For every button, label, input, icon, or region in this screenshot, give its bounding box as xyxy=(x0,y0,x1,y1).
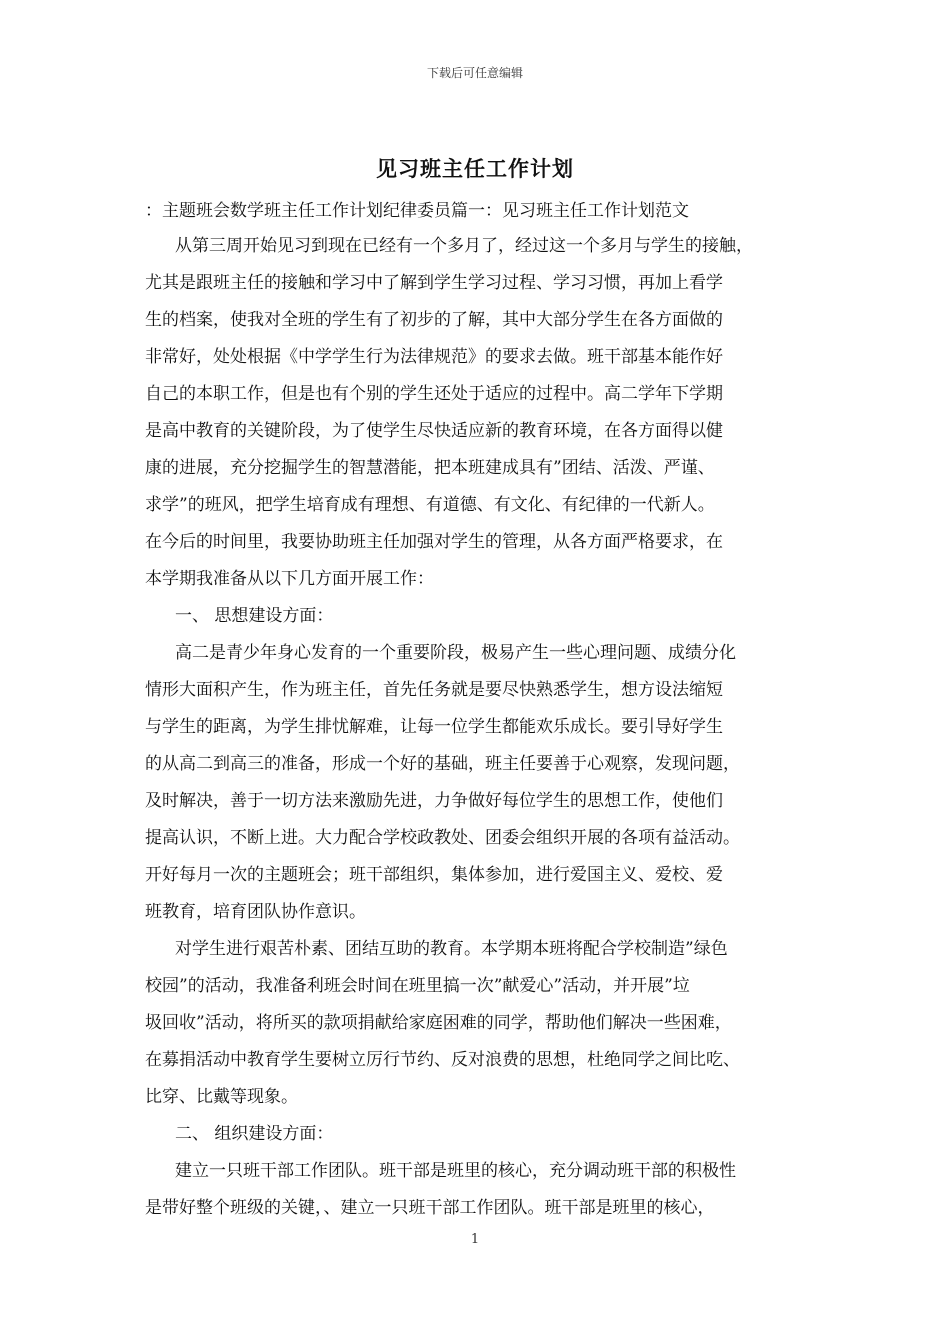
page-header-note: 下载后可任意编辑 xyxy=(426,66,523,80)
text-line: 康的进展，充分挖掘学生的智慧潜能，把本班建成具有”团结、活泼、严谨、 xyxy=(145,458,715,478)
text-line: 本学期我准备从以下几方面开展工作： xyxy=(145,569,434,589)
text-line: 自己的本职工作，但是也有个别的学生还处于适应的过程中。高二学年下学期 xyxy=(145,384,723,404)
text-line: 在募捐活动中教育学生要树立厉行节约、反对浪费的思想，杜绝同学之间比吃、 xyxy=(145,1050,740,1070)
text-line: 是高中教育的关键阶段，为了使学生尽快适应新的教育环境，在各方面得以健 xyxy=(145,421,723,441)
text-line: 及时解决，善于一切方法来激励先进，力争做好每位学生的思想工作，使他们 xyxy=(145,791,723,811)
text-line: 提高认识，不断上进。大力配合学校政教处、团委会组织开展的各项有益活动。 xyxy=(145,828,740,848)
text-line: 开好每月一次的主题班会；班干部组织，集体参加，进行爱国主义、爱校、爱 xyxy=(145,865,723,885)
text-line: 是带好整个班级的关键，、建立一只班干部工作团队。班干部是班里的核心， xyxy=(145,1198,715,1218)
text-line: 非常好，处处根据《中学学生行为法律规范》的要求去做。班干部基本能作好 xyxy=(145,347,723,367)
text-line: 求学”的班风，把学生培育成有理想、有道德、有文化、有纪律的一代新人。 xyxy=(145,495,715,515)
text-line: 班教育，培育团队协作意识。 xyxy=(145,902,366,922)
text-line: 圾回收”活动，将所买的款项捐献给家庭困难的同学，帮助他们解决一些困难， xyxy=(145,1013,732,1033)
text-line: ：主题班会数学班主任工作计划纪律委员篇一：见习班主任工作计划范文 xyxy=(145,201,689,221)
text-line: 比穿、比戴等现象。 xyxy=(145,1087,298,1107)
text-line: 从第三周开始见习到现在已经有一个多月了，经过这一个多月与学生的接触， xyxy=(175,236,753,256)
text-line: 二、 组织建设方面： xyxy=(175,1124,334,1144)
text-line: 与学生的距离，为学生排忧解难，让每一位学生都能欢乐成长。要引导好学生 xyxy=(145,717,723,737)
text-line: 建立一只班干部工作团队。班干部是班里的核心，充分调动班干部的积极性 xyxy=(175,1161,736,1181)
text-line: 尤其是跟班主任的接触和学习中了解到学生学习过程、学习习惯，再加上看学 xyxy=(145,273,723,293)
document-title: 见习班主任工作计划 xyxy=(376,156,574,181)
document-body xyxy=(145,194,825,1227)
text-line: 高二是青少年身心发育的一个重要阶段，极易产生一些心理问题、成绩分化 xyxy=(175,643,736,663)
text-line: 的从高二到高三的准备，形成一个好的基础，班主任要善于心观察，发现问题， xyxy=(145,754,740,774)
text-line: 对学生进行艰苦朴素、团结互助的教育。本学期本班将配合学校制造”绿色 xyxy=(175,939,728,959)
text-line: 情形大面积产生，作为班主任，首先任务就是要尽快熟悉学生，想方设法缩短 xyxy=(145,680,723,700)
text-line: 校园”的活动，我准备利班会时间在班里搞一次”献爱心”活动，并开展”垃 xyxy=(145,976,690,996)
text-line: 一、 思想建设方面： xyxy=(175,606,334,626)
text-line: 生的档案，使我对全班的学生有了初步的了解，其中大部分学生在各方面做的 xyxy=(145,310,723,330)
page-number: 1 xyxy=(470,1232,480,1247)
text-line: 在今后的时间里，我要协助班主任加强对学生的管理，从各方面严格要求，在 xyxy=(145,532,723,552)
